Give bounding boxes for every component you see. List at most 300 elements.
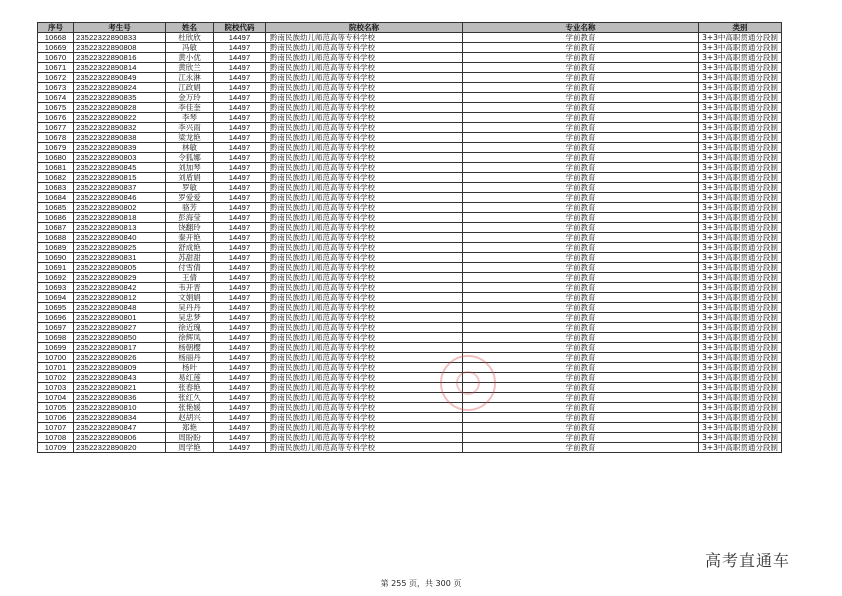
cell-category: 3+3中高职贯通分段制 (699, 123, 782, 133)
cell-major: 学前教育 (463, 163, 699, 173)
cell-category: 3+3中高职贯通分段制 (699, 43, 782, 53)
cell-exam-number: 23522322890816 (74, 53, 166, 63)
cell-school-code: 14497 (214, 113, 266, 123)
cell-seq: 10678 (38, 133, 74, 143)
cell-school-name: 黔南民族幼儿师范高等专科学校 (266, 233, 463, 243)
cell-school-name: 黔南民族幼儿师范高等专科学校 (266, 123, 463, 133)
cell-school-name: 黔南民族幼儿师范高等专科学校 (266, 173, 463, 183)
table-row (38, 233, 782, 243)
cell-exam-number: 23522322890805 (74, 263, 166, 273)
cell-school-code: 14497 (214, 303, 266, 313)
table-row (38, 193, 782, 203)
cell-name: 杜欣欣 (166, 33, 214, 43)
cell-name: 刘加琴 (166, 163, 214, 173)
cell-name: 周盼盼 (166, 433, 214, 443)
cell-seq: 10706 (38, 413, 74, 423)
cell-school-name: 黔南民族幼儿师范高等专科学校 (266, 133, 463, 143)
table-row (38, 53, 782, 63)
table-row (38, 273, 782, 283)
cell-name: 王倩 (166, 273, 214, 283)
table-row (38, 373, 782, 383)
cell-category: 3+3中高职贯通分段制 (699, 103, 782, 113)
cell-seq: 10675 (38, 103, 74, 113)
cell-name: 骆芳 (166, 203, 214, 213)
header-major: 专业名称 (463, 23, 699, 33)
cell-seq: 10704 (38, 393, 74, 403)
cell-exam-number: 23522322890835 (74, 93, 166, 103)
cell-seq: 10670 (38, 53, 74, 63)
cell-name: 舒成艳 (166, 243, 214, 253)
cell-seq: 10680 (38, 153, 74, 163)
cell-school-code: 14497 (214, 73, 266, 83)
table-row (38, 33, 782, 43)
cell-major: 学前教育 (463, 173, 699, 183)
cell-category: 3+3中高职贯通分段制 (699, 63, 782, 73)
cell-exam-number: 23522322890833 (74, 33, 166, 43)
cell-school-name: 黔南民族幼儿师范高等专科学校 (266, 93, 463, 103)
table-row (38, 433, 782, 443)
cell-seq: 10707 (38, 423, 74, 433)
cell-seq: 10671 (38, 63, 74, 73)
cell-seq: 10689 (38, 243, 74, 253)
cell-seq: 10693 (38, 283, 74, 293)
cell-school-code: 14497 (214, 213, 266, 223)
cell-school-name: 黔南民族幼儿师范高等专科学校 (266, 203, 463, 213)
cell-category: 3+3中高职贯通分段制 (699, 283, 782, 293)
cell-major: 学前教育 (463, 393, 699, 403)
cell-exam-number: 23522322890825 (74, 243, 166, 253)
cell-school-name: 黔南民族幼儿师范高等专科学校 (266, 283, 463, 293)
cell-category: 3+3中高职贯通分段制 (699, 333, 782, 343)
cell-school-name: 黔南民族幼儿师范高等专科学校 (266, 243, 463, 253)
cell-exam-number: 23522322890837 (74, 183, 166, 193)
cell-category: 3+3中高职贯通分段制 (699, 183, 782, 193)
table-row (38, 153, 782, 163)
table-row (38, 393, 782, 403)
cell-category: 3+3中高职贯通分段制 (699, 433, 782, 443)
cell-school-name: 黔南民族幼儿师范高等专科学校 (266, 393, 463, 403)
cell-exam-number: 23522322890813 (74, 223, 166, 233)
cell-category: 3+3中高职贯通分段制 (699, 203, 782, 213)
cell-category: 3+3中高职贯通分段制 (699, 53, 782, 63)
cell-exam-number: 23522322890840 (74, 233, 166, 243)
cell-name: 杨丽丹 (166, 353, 214, 363)
table-row (38, 73, 782, 83)
cell-seq: 10676 (38, 113, 74, 123)
cell-school-name: 黔南民族幼儿师范高等专科学校 (266, 43, 463, 53)
cell-school-name: 黔南民族幼儿师范高等专科学校 (266, 253, 463, 263)
cell-school-code: 14497 (214, 383, 266, 393)
cell-category: 3+3中高职贯通分段制 (699, 313, 782, 323)
cell-school-name: 黔南民族幼儿师范高等专科学校 (266, 323, 463, 333)
cell-exam-number: 23522322890820 (74, 443, 166, 453)
cell-category: 3+3中高职贯通分段制 (699, 133, 782, 143)
cell-seq: 10690 (38, 253, 74, 263)
cell-school-name: 黔南民族幼儿师范高等专科学校 (266, 143, 463, 153)
cell-major: 学前教育 (463, 253, 699, 263)
table-row (38, 283, 782, 293)
cell-name: 韦开晋 (166, 283, 214, 293)
cell-seq: 10703 (38, 383, 74, 393)
cell-major: 学前教育 (463, 293, 699, 303)
cell-exam-number: 23522322890845 (74, 163, 166, 173)
cell-category: 3+3中高职贯通分段制 (699, 33, 782, 43)
cell-school-code: 14497 (214, 313, 266, 323)
cell-category: 3+3中高职贯通分段制 (699, 263, 782, 273)
cell-school-code: 14497 (214, 293, 266, 303)
cell-major: 学前教育 (463, 213, 699, 223)
header-school-code: 院校代码 (214, 23, 266, 33)
cell-major: 学前教育 (463, 73, 699, 83)
cell-school-code: 14497 (214, 43, 266, 53)
cell-major: 学前教育 (463, 183, 699, 193)
cell-category: 3+3中高职贯通分段制 (699, 83, 782, 93)
cell-seq: 10702 (38, 373, 74, 383)
cell-category: 3+3中高职贯通分段制 (699, 193, 782, 203)
cell-major: 学前教育 (463, 363, 699, 373)
cell-major: 学前教育 (463, 273, 699, 283)
cell-exam-number: 23522322890838 (74, 133, 166, 143)
cell-school-code: 14497 (214, 243, 266, 253)
cell-exam-number: 23522322890806 (74, 433, 166, 443)
cell-name: 杨叶 (166, 363, 214, 373)
cell-name: 饶翻玲 (166, 223, 214, 233)
cell-exam-number: 23522322890832 (74, 123, 166, 133)
cell-category: 3+3中高职贯通分段制 (699, 233, 782, 243)
cell-seq: 10672 (38, 73, 74, 83)
cell-major: 学前教育 (463, 123, 699, 133)
cell-name: 徐辉凤 (166, 333, 214, 343)
cell-school-code: 14497 (214, 443, 266, 453)
cell-exam-number: 23522322890834 (74, 413, 166, 423)
cell-school-code: 14497 (214, 423, 266, 433)
cell-category: 3+3中高职贯通分段制 (699, 323, 782, 333)
cell-seq: 10677 (38, 123, 74, 133)
cell-exam-number: 23522322890818 (74, 213, 166, 223)
cell-school-code: 14497 (214, 343, 266, 353)
cell-school-code: 14497 (214, 353, 266, 363)
table-row (38, 223, 782, 233)
cell-school-code: 14497 (214, 173, 266, 183)
cell-category: 3+3中高职贯通分段制 (699, 73, 782, 83)
cell-school-code: 14497 (214, 373, 266, 383)
cell-major: 学前教育 (463, 203, 699, 213)
table-row (38, 263, 782, 273)
cell-school-name: 黔南民族幼儿师范高等专科学校 (266, 313, 463, 323)
cell-school-code: 14497 (214, 183, 266, 193)
cell-name: 周学艳 (166, 443, 214, 453)
cell-major: 学前教育 (463, 303, 699, 313)
cell-school-name: 黔南民族幼儿师范高等专科学校 (266, 293, 463, 303)
table-row (38, 323, 782, 333)
cell-exam-number: 23522322890828 (74, 103, 166, 113)
cell-school-name: 黔南民族幼儿师范高等专科学校 (266, 383, 463, 393)
cell-school-code: 14497 (214, 53, 266, 63)
cell-category: 3+3中高职贯通分段制 (699, 223, 782, 233)
table-body (38, 33, 782, 453)
cell-category: 3+3中高职贯通分段制 (699, 443, 782, 453)
admission-table (37, 22, 782, 453)
cell-school-code: 14497 (214, 273, 266, 283)
cell-category: 3+3中高职贯通分段制 (699, 363, 782, 373)
cell-name: 张红久 (166, 393, 214, 403)
cell-major: 学前教育 (463, 63, 699, 73)
cell-major: 学前教育 (463, 313, 699, 323)
cell-category: 3+3中高职贯通分段制 (699, 403, 782, 413)
cell-name: 罗爱爱 (166, 193, 214, 203)
table-row (38, 213, 782, 223)
cell-school-code: 14497 (214, 433, 266, 443)
cell-exam-number: 23522322890824 (74, 83, 166, 93)
cell-seq: 10694 (38, 293, 74, 303)
table-row (38, 203, 782, 213)
cell-exam-number: 23522322890817 (74, 343, 166, 353)
table-row (38, 413, 782, 423)
cell-exam-number: 23522322890848 (74, 303, 166, 313)
table-row (38, 443, 782, 453)
cell-exam-number: 23522322890831 (74, 253, 166, 263)
cell-name: 李佳奎 (166, 103, 214, 113)
cell-major: 学前教育 (463, 433, 699, 443)
cell-category: 3+3中高职贯通分段制 (699, 303, 782, 313)
cell-school-code: 14497 (214, 143, 266, 153)
cell-school-code: 14497 (214, 83, 266, 93)
cell-major: 学前教育 (463, 43, 699, 53)
cell-school-name: 黔南民族幼儿师范高等专科学校 (266, 153, 463, 163)
cell-major: 学前教育 (463, 403, 699, 413)
table-row (38, 343, 782, 353)
table-row (38, 333, 782, 343)
cell-major: 学前教育 (463, 333, 699, 343)
cell-school-code: 14497 (214, 263, 266, 273)
cell-major: 学前教育 (463, 373, 699, 383)
cell-name: 李琴 (166, 113, 214, 123)
cell-exam-number: 23522322890814 (74, 63, 166, 73)
cell-name: 文娟娟 (166, 293, 214, 303)
cell-school-name: 黔南民族幼儿师范高等专科学校 (266, 83, 463, 93)
cell-major: 学前教育 (463, 103, 699, 113)
table-header-row (38, 23, 782, 33)
cell-category: 3+3中高职贯通分段制 (699, 213, 782, 223)
cell-exam-number: 23522322890826 (74, 353, 166, 363)
cell-major: 学前教育 (463, 143, 699, 153)
cell-school-code: 14497 (214, 363, 266, 373)
cell-name: 付雪倩 (166, 263, 214, 273)
header-seq: 序号 (38, 23, 74, 33)
cell-school-name: 黔南民族幼儿师范高等专科学校 (266, 423, 463, 433)
cell-category: 3+3中高职贯通分段制 (699, 253, 782, 263)
cell-name: 杨朝樱 (166, 343, 214, 353)
cell-category: 3+3中高职贯通分段制 (699, 423, 782, 433)
cell-seq: 10668 (38, 33, 74, 43)
cell-seq: 10695 (38, 303, 74, 313)
cell-major: 学前教育 (463, 443, 699, 453)
cell-category: 3+3中高职贯通分段制 (699, 413, 782, 423)
cell-exam-number: 23522322890847 (74, 423, 166, 433)
cell-exam-number: 23522322890801 (74, 313, 166, 323)
cell-category: 3+3中高职贯通分段制 (699, 343, 782, 353)
cell-category: 3+3中高职贯通分段制 (699, 353, 782, 363)
cell-seq: 10709 (38, 443, 74, 453)
cell-major: 学前教育 (463, 93, 699, 103)
cell-school-name: 黔南民族幼儿师范高等专科学校 (266, 343, 463, 353)
cell-name: 吴忠梦 (166, 313, 214, 323)
cell-exam-number: 23522322890812 (74, 293, 166, 303)
table-row (38, 183, 782, 193)
cell-name: 徐近瑰 (166, 323, 214, 333)
cell-school-code: 14497 (214, 323, 266, 333)
cell-major: 学前教育 (463, 233, 699, 243)
table-row (38, 103, 782, 113)
table-row (38, 383, 782, 393)
cell-school-code: 14497 (214, 123, 266, 133)
cell-school-name: 黔南民族幼儿师范高等专科学校 (266, 223, 463, 233)
cell-major: 学前教育 (463, 353, 699, 363)
cell-seq: 10682 (38, 173, 74, 183)
cell-school-name: 黔南民族幼儿师范高等专科学校 (266, 263, 463, 273)
cell-school-code: 14497 (214, 153, 266, 163)
cell-school-name: 黔南民族幼儿师范高等专科学校 (266, 363, 463, 373)
cell-school-code: 14497 (214, 393, 266, 403)
cell-name: 梁龙艳 (166, 133, 214, 143)
table-row (38, 313, 782, 323)
cell-seq: 10700 (38, 353, 74, 363)
cell-name: 吴丹丹 (166, 303, 214, 313)
cell-seq: 10691 (38, 263, 74, 273)
cell-category: 3+3中高职贯通分段制 (699, 273, 782, 283)
cell-exam-number: 23522322890827 (74, 323, 166, 333)
cell-category: 3+3中高职贯通分段制 (699, 143, 782, 153)
cell-school-name: 黔南民族幼儿师范高等专科学校 (266, 413, 463, 423)
cell-school-name: 黔南民族幼儿师范高等专科学校 (266, 443, 463, 453)
cell-exam-number: 23522322890842 (74, 283, 166, 293)
cell-major: 学前教育 (463, 243, 699, 253)
table-row (38, 253, 782, 263)
table-row (38, 93, 782, 103)
cell-seq: 10699 (38, 343, 74, 353)
cell-exam-number: 23522322890809 (74, 363, 166, 373)
cell-school-name: 黔南民族幼儿师范高等专科学校 (266, 373, 463, 383)
cell-school-name: 黔南民族幼儿师范高等专科学校 (266, 193, 463, 203)
cell-school-name: 黔南民族幼儿师范高等专科学校 (266, 403, 463, 413)
cell-name: 刘盾娟 (166, 173, 214, 183)
table-row (38, 43, 782, 53)
cell-exam-number: 23522322890822 (74, 113, 166, 123)
table-row (38, 113, 782, 123)
table-row (38, 303, 782, 313)
cell-exam-number: 23522322890815 (74, 173, 166, 183)
cell-school-name: 黔南民族幼儿师范高等专科学校 (266, 163, 463, 173)
cell-school-name: 黔南民族幼儿师范高等专科学校 (266, 73, 463, 83)
cell-exam-number: 23522322890836 (74, 393, 166, 403)
cell-school-code: 14497 (214, 133, 266, 143)
table-row (38, 423, 782, 433)
table-row (38, 143, 782, 153)
cell-school-code: 14497 (214, 103, 266, 113)
cell-major: 学前教育 (463, 193, 699, 203)
cell-category: 3+3中高职贯通分段制 (699, 243, 782, 253)
header-name: 姓名 (166, 23, 214, 33)
cell-seq: 10681 (38, 163, 74, 173)
cell-school-code: 14497 (214, 253, 266, 263)
table-row (38, 293, 782, 303)
header-exam-number: 考生号 (74, 23, 166, 33)
table-row (38, 63, 782, 73)
cell-name: 冯敏 (166, 43, 214, 53)
cell-major: 学前教育 (463, 33, 699, 43)
cell-seq: 10701 (38, 363, 74, 373)
cell-major: 学前教育 (463, 323, 699, 333)
cell-school-name: 黔南民族幼儿师范高等专科学校 (266, 33, 463, 43)
cell-school-code: 14497 (214, 93, 266, 103)
cell-name: 郑艳 (166, 423, 214, 433)
cell-seq: 10684 (38, 193, 74, 203)
cell-name: 黄小优 (166, 53, 214, 63)
table-row (38, 243, 782, 253)
cell-name: 令狐娜 (166, 153, 214, 163)
cell-exam-number: 23522322890850 (74, 333, 166, 343)
brand-watermark: 高考直通车 (705, 551, 791, 570)
cell-school-name: 黔南民族幼儿师范高等专科学校 (266, 433, 463, 443)
table-row (38, 163, 782, 173)
cell-school-name: 黔南民族幼儿师范高等专科学校 (266, 113, 463, 123)
cell-category: 3+3中高职贯通分段制 (699, 153, 782, 163)
cell-seq: 10674 (38, 93, 74, 103)
table-row (38, 133, 782, 143)
cell-school-code: 14497 (214, 403, 266, 413)
cell-school-name: 黔南民族幼儿师范高等专科学校 (266, 353, 463, 363)
cell-exam-number: 23522322890803 (74, 153, 166, 163)
cell-school-name: 黔南民族幼儿师范高等专科学校 (266, 53, 463, 63)
cell-name: 金万玲 (166, 93, 214, 103)
cell-school-code: 14497 (214, 333, 266, 343)
cell-category: 3+3中高职贯通分段制 (699, 383, 782, 393)
cell-exam-number: 23522322890839 (74, 143, 166, 153)
cell-major: 学前教育 (463, 133, 699, 143)
cell-major: 学前教育 (463, 413, 699, 423)
cell-seq: 10705 (38, 403, 74, 413)
cell-seq: 10685 (38, 203, 74, 213)
cell-school-code: 14497 (214, 163, 266, 173)
cell-school-code: 14497 (214, 63, 266, 73)
cell-name: 张艳媛 (166, 403, 214, 413)
cell-seq: 10697 (38, 323, 74, 333)
cell-seq: 10688 (38, 233, 74, 243)
cell-name: 苏甜甜 (166, 253, 214, 263)
cell-category: 3+3中高职贯通分段制 (699, 393, 782, 403)
cell-name: 江永淋 (166, 73, 214, 83)
cell-category: 3+3中高职贯通分段制 (699, 163, 782, 173)
cell-seq: 10669 (38, 43, 74, 53)
cell-school-code: 14497 (214, 203, 266, 213)
cell-category: 3+3中高职贯通分段制 (699, 93, 782, 103)
cell-school-name: 黔南民族幼儿师范高等专科学校 (266, 63, 463, 73)
cell-name: 李兴雨 (166, 123, 214, 133)
cell-name: 赵胡兴 (166, 413, 214, 423)
page-number: 第 255 页，共 300 页 (380, 579, 462, 588)
cell-major: 学前教育 (463, 423, 699, 433)
cell-major: 学前教育 (463, 283, 699, 293)
cell-seq: 10687 (38, 223, 74, 233)
table-row (38, 353, 782, 363)
cell-seq: 10692 (38, 273, 74, 283)
cell-exam-number: 23522322890808 (74, 43, 166, 53)
cell-seq: 10708 (38, 433, 74, 443)
cell-exam-number: 23522322890810 (74, 403, 166, 413)
cell-seq: 10673 (38, 83, 74, 93)
table-row (38, 403, 782, 413)
cell-seq: 10698 (38, 333, 74, 343)
